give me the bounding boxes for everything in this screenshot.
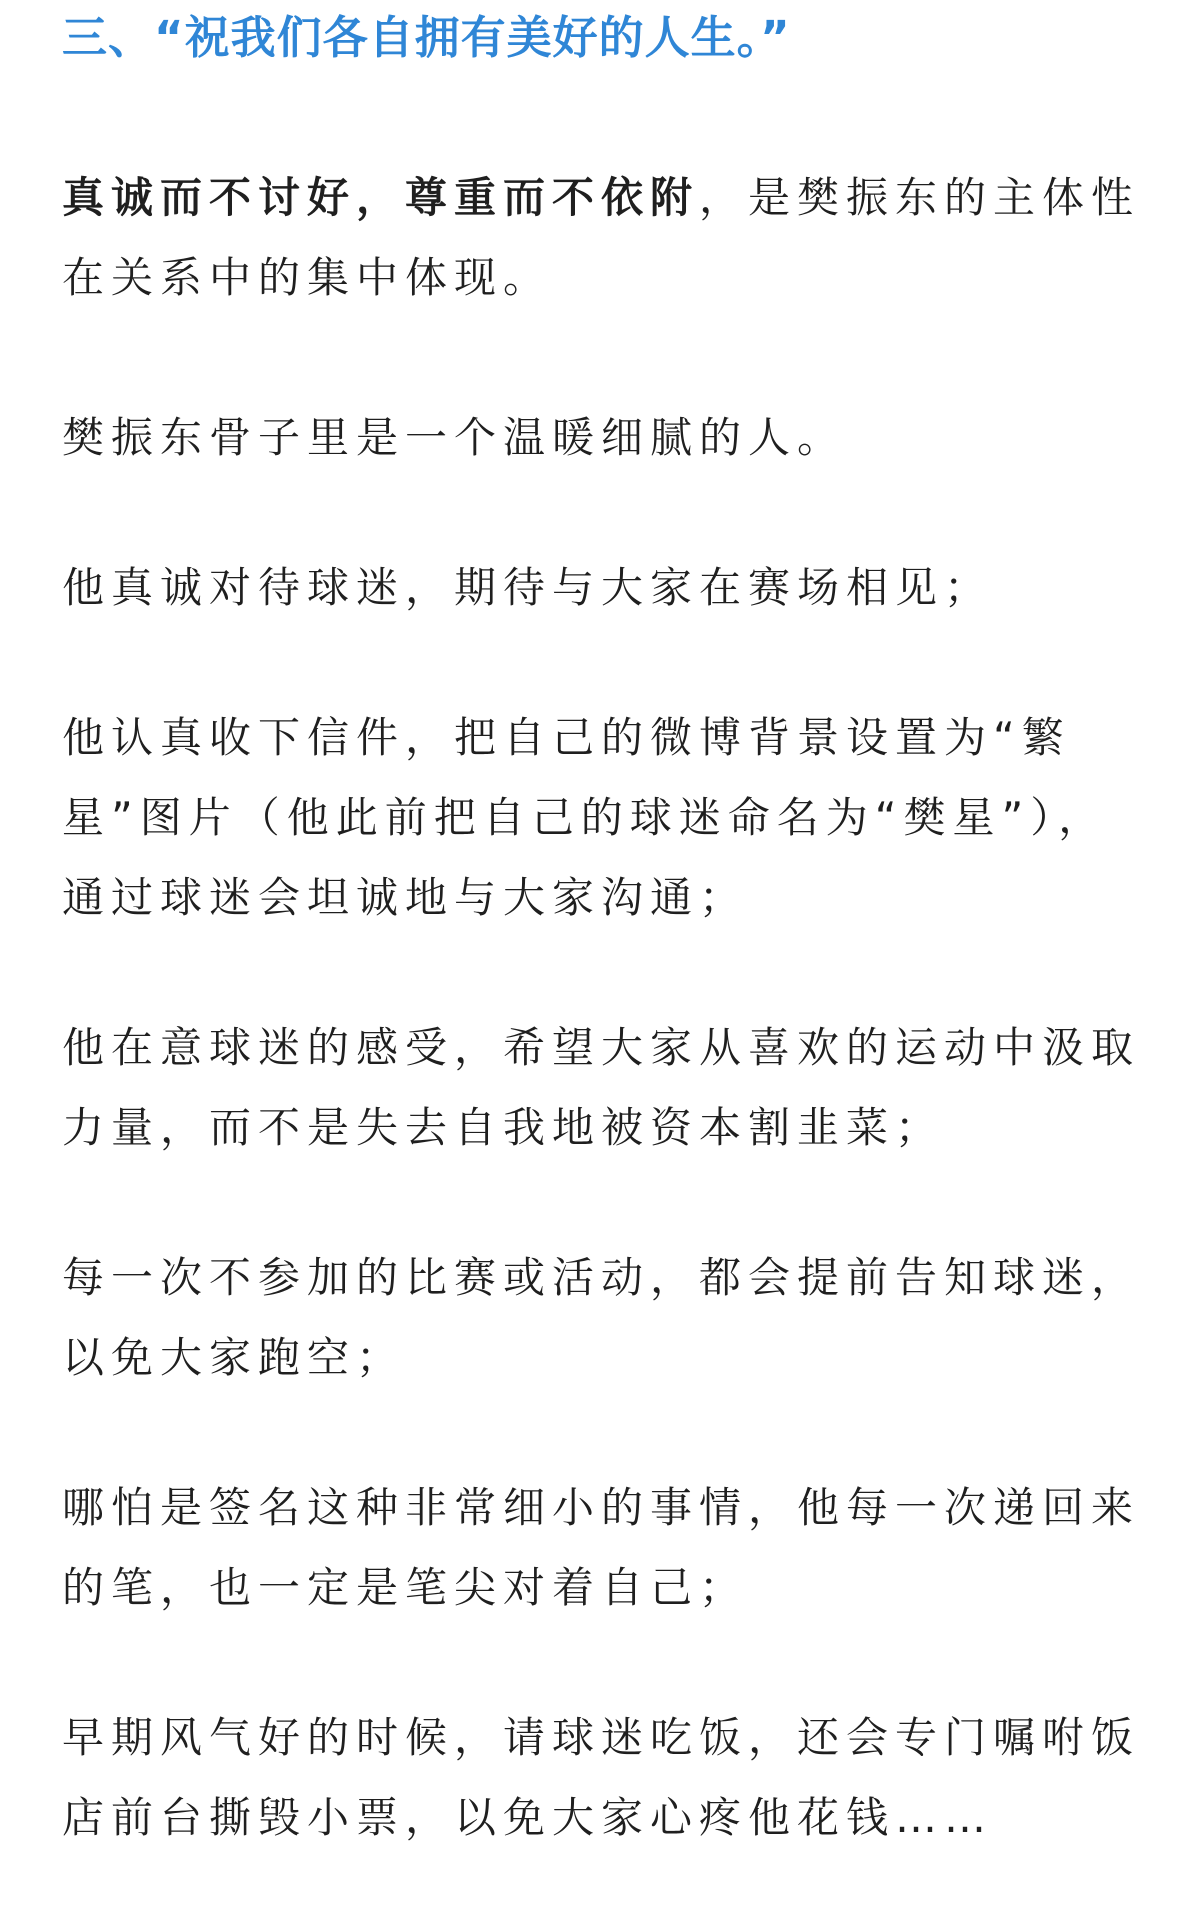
paragraph: 每一次不参加的比赛或活动，都会提前告知球迷，以免大家跑空； [62, 1253, 1141, 1382]
section-heading: 三、“祝我们各自拥有美好的人生。” [62, 11, 791, 64]
paragraph-text: ，是樊振东的主体性在关系中的集中体现。 [62, 173, 1141, 302]
paragraph-bold-lead: 真诚而不讨好，尊重而不依附 [62, 173, 700, 222]
paragraph: 早期风气好的时候，请球迷吃饭，还会专门嘱咐饭店前台撕毁小票，以免大家心疼他花钱…… [62, 1713, 1141, 1842]
paragraph: 哪怕是签名这种非常细小的事情，他每一次递回来的笔，也一定是笔尖对着自己； [62, 1483, 1141, 1612]
paragraph: 他认真收下信件，把自己的微博背景设置为“繁星”图片（他此前把自己的球迷命名为“樊星”），通过球迷会坦诚地与大家沟通； [62, 713, 1108, 922]
article-body [62, 0, 1142, 1858]
paragraph: 他在意球迷的感受，希望大家从喜欢的运动中汲取力量，而不是失去自我地被资本割韭菜； [62, 1023, 1141, 1152]
paragraph: 他真诚对待球迷，期待与大家在赛场相见； [62, 563, 994, 612]
paragraph [62, 158, 1142, 318]
paragraph: 樊振东骨子里是一个温暖细腻的人。 [62, 413, 847, 462]
